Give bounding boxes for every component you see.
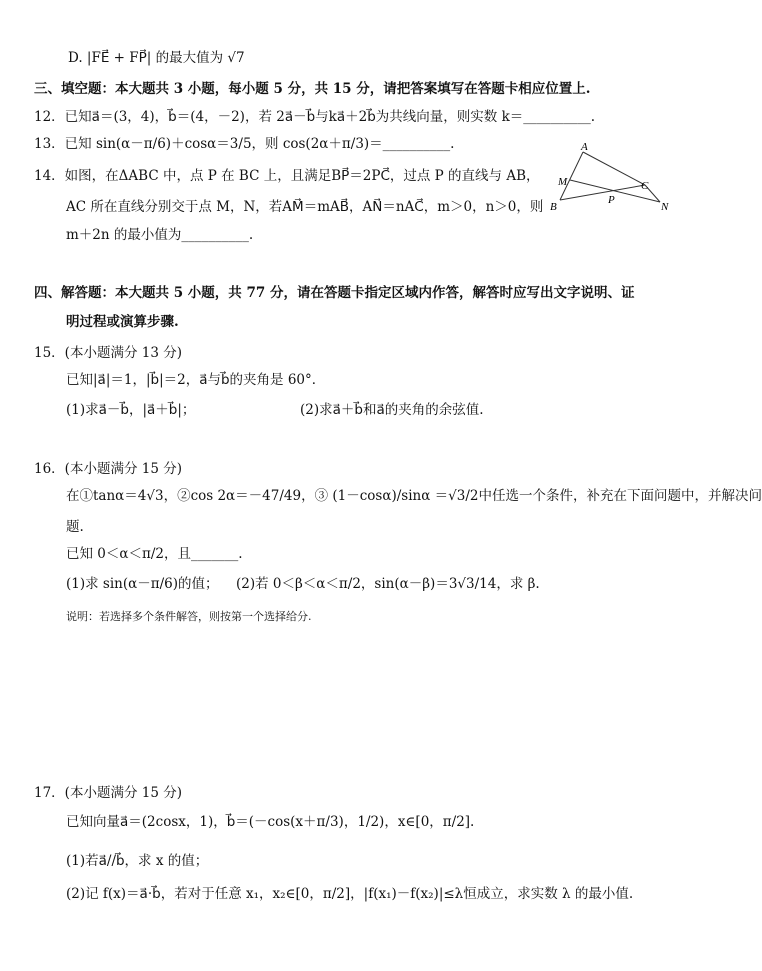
question-13: 13．已知 sin(α－π/6)＋cosα＝3/5，则 cos(2α＋π/3)＝__________. bbox=[34, 136, 455, 152]
label-c: C bbox=[641, 180, 649, 192]
question-15-part-1: (1)求a⃗－b⃗，|a⃗＋b⃗|； bbox=[66, 402, 196, 418]
label-b: B bbox=[550, 201, 557, 213]
label-n: N bbox=[661, 201, 669, 213]
question-14-line-1: 14．如图，在ΔABC 中，点 P 在 BC 上，且满足BP⃗＝2PC⃗，过点 P 的直线与 AB， bbox=[34, 168, 540, 184]
question-15-part-2: (2)求a⃗＋b⃗和a⃗的夹角的余弦值. bbox=[300, 402, 484, 418]
label-m: M bbox=[558, 176, 568, 188]
question-17-part-1: (1)若a⃗//b⃗，求 x 的值； bbox=[66, 853, 209, 869]
question-17-stem: 已知向量a⃗＝(2cosx，1)，b⃗＝(－cos(x＋π/3)，1/2)，x∈[0，π/2]. bbox=[66, 814, 475, 830]
question-16-conditions-cont: 题. bbox=[66, 519, 84, 535]
question-16-part-1: (1)求 sin(α－π/6)的值； bbox=[66, 576, 219, 592]
section-4-header-line-2: 明过程或演算步骤. bbox=[66, 314, 179, 330]
question-15-header: 15．(本小题满分 13 分) bbox=[34, 345, 182, 361]
label-p: P bbox=[608, 194, 615, 206]
section-4-header-line-1: 四、解答题：本大题共 5 小题，共 77 分，请在答题卡指定区域内作答，解答时应写出文字说明、证 bbox=[34, 285, 635, 301]
option-d: D. |FE⃗ + FP⃗| 的最大值为 √7 bbox=[68, 50, 245, 66]
label-a: A bbox=[581, 141, 588, 153]
question-16-part-2: (2)若 0＜β＜α＜π/2，sin(α－β)＝3√3/14，求 β. bbox=[236, 576, 540, 592]
question-16-conditions: 在①tanα＝4√3，②cos 2α＝－47/49，③ (1－cosα)/sinα ＝√3/2中任选一个条件，补充在下面问题中，并解决问 bbox=[66, 488, 762, 504]
question-14-line-2: AC 所在直线分别交于点 M，N，若AM⃗＝mAB⃗，AN⃗＝nAC⃗，m＞0，n＞0，则 bbox=[66, 199, 544, 215]
question-16-header: 16．(本小题满分 15 分) bbox=[34, 461, 182, 477]
question-14-line-3: m＋2n 的最小值为__________. bbox=[66, 227, 254, 243]
question-12: 12．已知a⃗＝(3，4)，b⃗＝(4，－2)，若 2a⃗－b⃗与ka⃗＋2b⃗为共线向量，则实数 k＝__________. bbox=[34, 109, 596, 125]
question-16-given: 已知 0＜α＜π/2，且_______. bbox=[66, 546, 243, 562]
question-17-header: 17．(本小题满分 15 分) bbox=[34, 785, 182, 801]
triangle-figure bbox=[548, 140, 688, 216]
segment-ac bbox=[583, 152, 645, 185]
question-17-part-2: (2)记 f(x)＝a⃗·b⃗，若对于任意 x₁，x₂∈[0，π/2]，|f(x₁)－f(x₂)|≤λ恒成立，求实数 λ 的最小值. bbox=[66, 886, 634, 902]
segment-bc bbox=[560, 185, 645, 200]
question-16-note: 说明：若选择多个条件解答，则按第一个选择给分. bbox=[66, 610, 312, 623]
question-15-stem: 已知|a⃗|＝1，|b⃗|＝2，a⃗与b⃗的夹角是 60°． bbox=[66, 372, 326, 388]
section-3-header: 三、填空题：本大题共 3 小题，每小题 5 分，共 15 分，请把答案填写在答题卡相应位置上. bbox=[34, 81, 591, 97]
